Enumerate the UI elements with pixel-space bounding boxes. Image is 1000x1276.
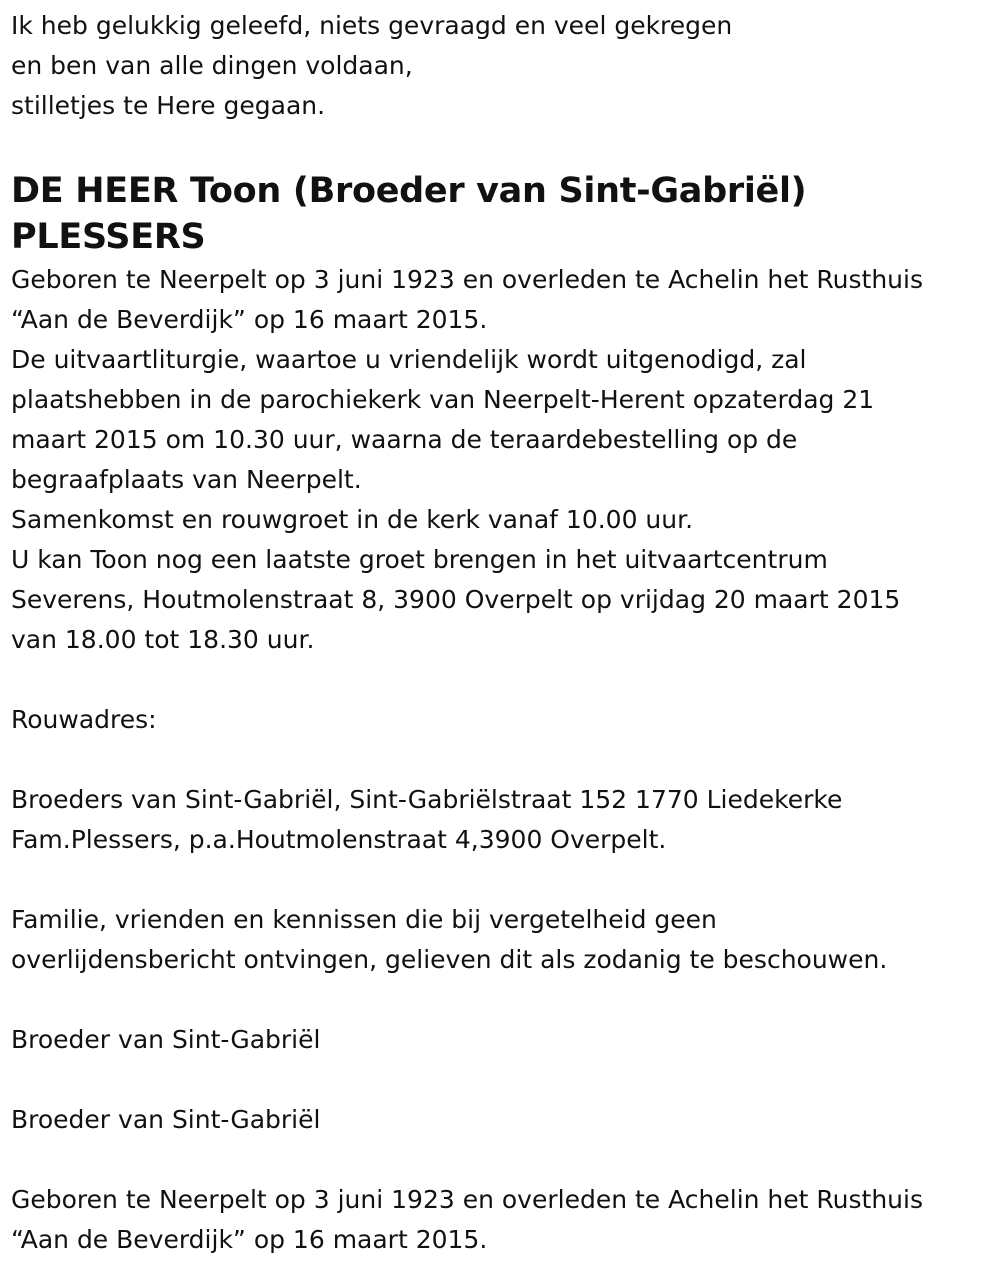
poem-line: stilletjes te Here gegaan. [11, 91, 326, 120]
spacer [11, 1060, 991, 1100]
signature-line: Broeder van Sint-Gabriël [11, 1025, 321, 1054]
spacer [11, 660, 991, 700]
text-line: “Aan de Beverdijk” op 16 maart 2015. [11, 1225, 488, 1254]
poem-verse [11, 6, 991, 126]
address-line: Fam.Plessers, p.a.Houtmolenstraat 4,3900 Overpelt. [11, 825, 667, 854]
heading-line-title-name: DE HEER Toon (Broeder van Sint-Gabriël) [11, 171, 807, 211]
signature-line: Broeder van Sint-Gabriël [11, 1105, 321, 1134]
text-line: Geboren te Neerpelt op 3 juni 1923 en overleden te Achelin het Rusthuis [11, 265, 923, 294]
text-line: U kan Toon nog een laatste groet brengen in het uitvaartcentrum [11, 545, 828, 574]
spacer [11, 980, 991, 1020]
text-line: Geboren te Neerpelt op 3 juni 1923 en overleden te Achelin het Rusthuis [11, 1185, 923, 1214]
spacer [11, 1140, 991, 1180]
funeral-liturgy-paragraph [11, 340, 991, 500]
farewell-paragraph [11, 540, 991, 660]
poem-line: Ik heb gelukkig geleefd, niets gevraagd en veel gekregen [11, 11, 733, 40]
birth-death-repeat-paragraph [11, 1180, 991, 1260]
obituary-document [11, 6, 991, 1260]
mourning-address-label: Rouwadres: [11, 705, 157, 734]
text-line: “Aan de Beverdijk” op 16 maart 2015. [11, 305, 488, 334]
address-line: Broeders van Sint-Gabriël, Sint-Gabriëlstraat 152 1770 Liedekerke [11, 785, 843, 814]
text-line: overlijdensbericht ontvingen, gelieven dit als zodanig te beschouwen. [11, 945, 888, 974]
spacer [11, 860, 991, 900]
heading-line-surname: PLESSERS [11, 217, 206, 257]
text-line: De uitvaartliturgie, waartoe u vriendelijk wordt uitgenodigd, zal [11, 345, 807, 374]
spacer [11, 740, 991, 780]
mourning-addresses [11, 780, 991, 860]
text-line: van 18.00 tot 18.30 uur. [11, 625, 315, 654]
text-line: Severens, Houtmolenstraat 8, 3900 Overpelt op vrijdag 20 maart 2015 [11, 585, 901, 614]
deceased-name-heading [11, 168, 991, 260]
birth-death-paragraph [11, 260, 991, 340]
text-line: Familie, vrienden en kennissen die bij vergetelheid geen [11, 905, 717, 934]
text-line: plaatshebben in de parochiekerk van Neerpelt-Herent opzaterdag 21 [11, 385, 875, 414]
text-line: maart 2015 om 10.30 uur, waarna de teraardebestelling op de [11, 425, 798, 454]
notice-paragraph [11, 900, 991, 980]
poem-line: en ben van alle dingen voldaan, [11, 51, 413, 80]
meeting-line: Samenkomst en rouwgroet in de kerk vanaf 10.00 uur. [11, 505, 694, 534]
text-line: begraafplaats van Neerpelt. [11, 465, 362, 494]
